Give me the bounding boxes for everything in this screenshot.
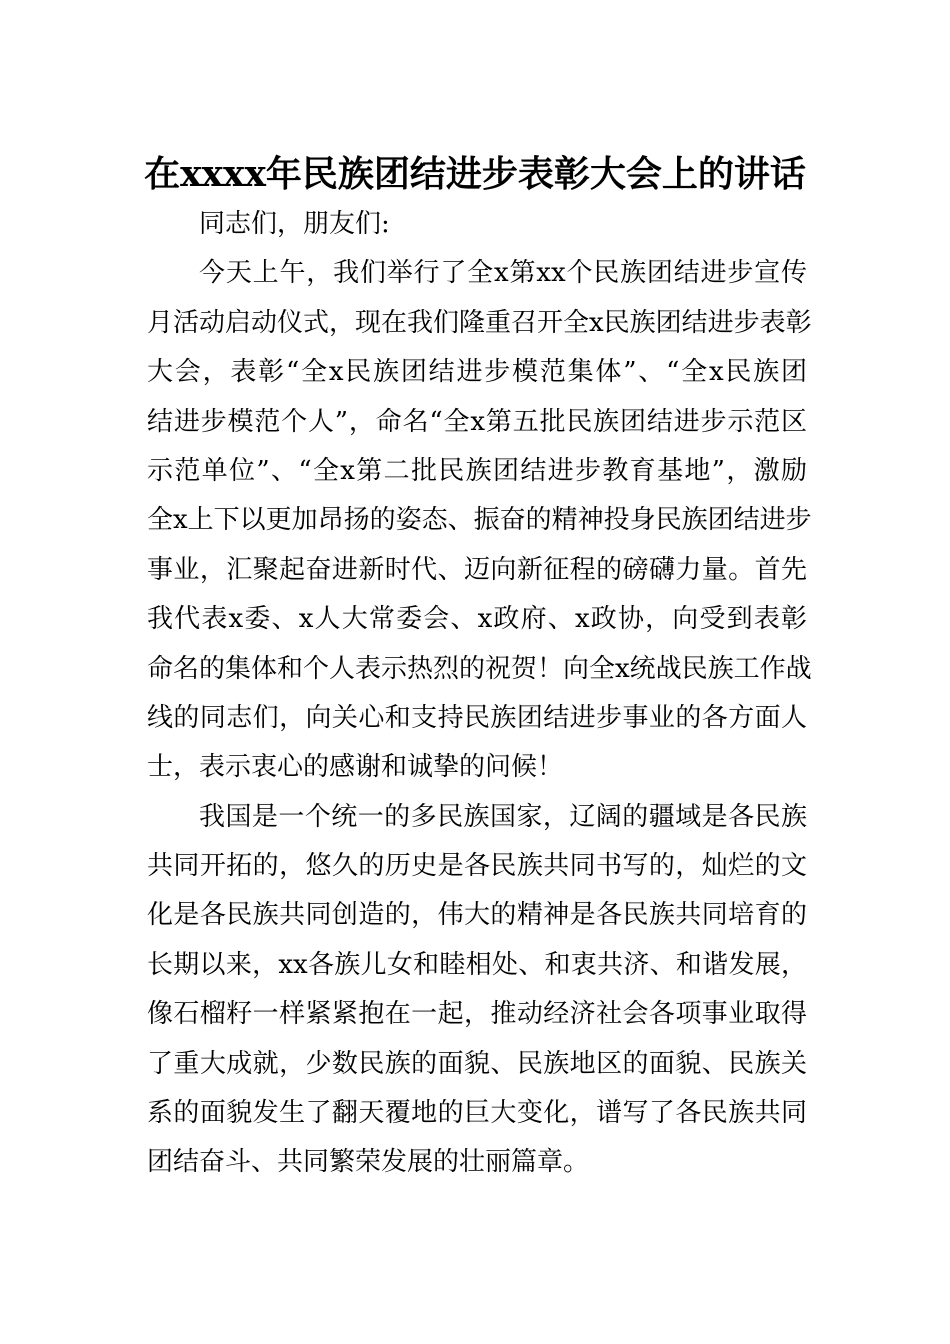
text-line: 月活动启动仪式，现在我们隆重召开全x民族团结进步表彰 <box>147 307 812 338</box>
text-line: 团结奋斗、共同繁荣发展的壮丽篇章。 <box>147 1147 590 1178</box>
text-line: 我代表x委、x人大常委会、x政府、x政协，向受到表彰 <box>147 604 807 635</box>
text-line: 命名的集体和个人表示热烈的祝贺！向全x统战民族工作战 <box>147 653 812 684</box>
text-line: 线的同志们，向关心和支持民族团结进步事业的各方面人 <box>147 702 807 733</box>
text-line: 大会，表彰“全x民族团结进步模范集体”、“全x民族团 <box>147 357 807 388</box>
text-line: 结进步模范个人”，命名“全x第五批民族团结进步示范区 <box>147 406 807 437</box>
text-line: 今天上午，我们举行了全x第xx个民族团结进步宣传 <box>199 258 807 289</box>
text-line: 化是各民族共同创造的，伟大的精神是各民族共同培育的 <box>147 900 807 931</box>
text-line: 示范单位”、“全x第二批民族团结进步教育基地”，激励 <box>147 455 807 486</box>
paragraph-greeting <box>147 200 807 249</box>
document-title: 在xxxx年民族团结进步表彰大会上的讲话 <box>144 153 806 195</box>
text-line: 事业，汇聚起奋进新时代、迈向新征程的磅礴力量。首先 <box>147 554 807 585</box>
text-line: 了重大成就，少数民族的面貌、民族地区的面貌、民族关 <box>147 1048 807 1079</box>
text-line: 共同开拓的，悠久的历史是各民族共同书写的，灿烂的文 <box>147 851 807 882</box>
paragraph-unity <box>147 793 807 1188</box>
paragraph-opening <box>147 249 812 792</box>
document-body <box>147 200 812 1188</box>
text-line: 我国是一个统一的多民族国家，辽阔的疆域是各民族 <box>199 801 807 832</box>
text-line: 全x上下以更加昂扬的姿态、振奋的精神投身民族团结进步 <box>147 505 812 536</box>
text-line: 士，表示衷心的感谢和诚挚的问候！ <box>147 752 564 783</box>
text-line: 长期以来，xx各族儿女和睦相处、和衷共济、和谐发展， <box>147 949 807 980</box>
text-line: 系的面貌发生了翻天覆地的巨大变化，谱写了各民族共同 <box>147 1098 807 1129</box>
text-line: 像石榴籽一样紧紧抱在一起，推动经济社会各项事业取得 <box>147 999 807 1030</box>
text-line: 同志们，朋友们: <box>199 209 390 239</box>
